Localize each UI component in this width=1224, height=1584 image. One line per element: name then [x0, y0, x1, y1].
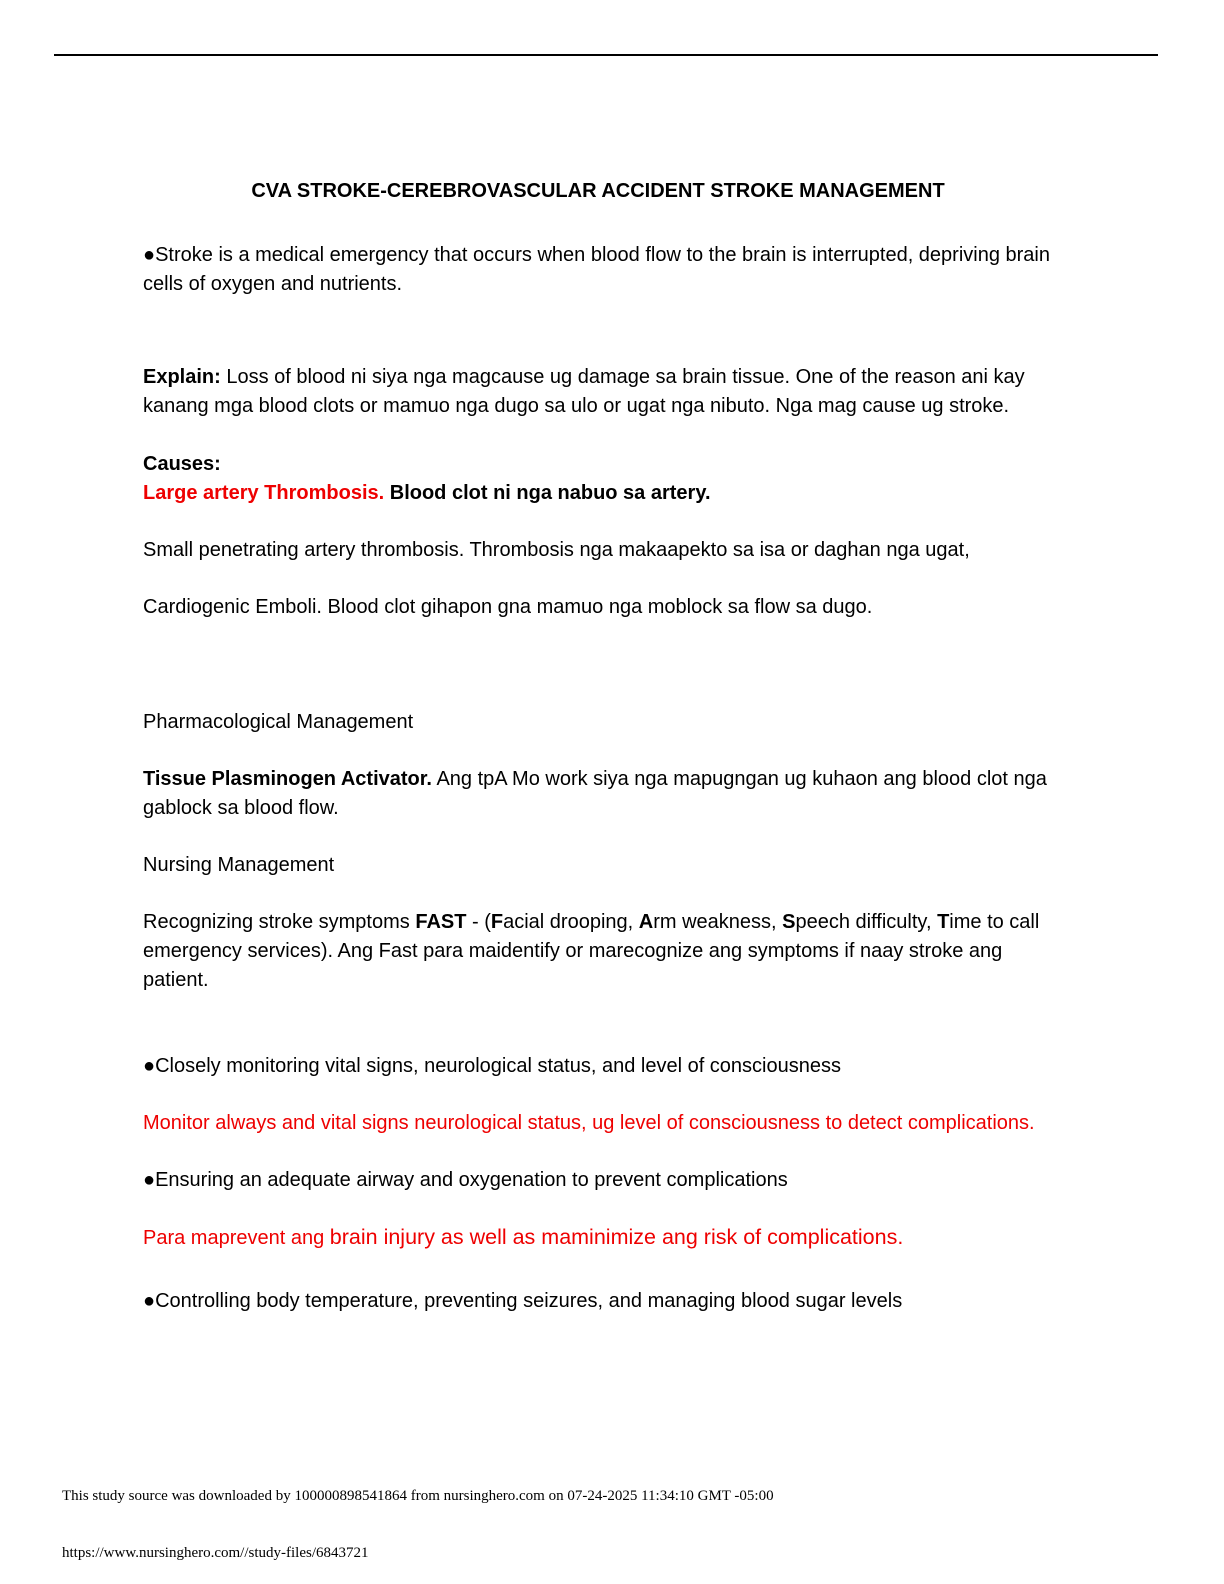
- document-body: [143, 175, 1073, 1316]
- fast-letter-s: S: [782, 911, 796, 933]
- intro-paragraph: ●Stroke is a medical emergency that occurs when blood flow to the brain is interrupted, depriving brain cells of oxygen and nutrients.: [143, 244, 1050, 295]
- cause-small-artery: Small penetrating artery thrombosis. Thrombosis nga makaapekto sa isa or daghan nga ugat,: [143, 539, 970, 561]
- page-title: CVA STROKE-CEREBROVASCULAR ACCIDENT STROKE MANAGEMENT: [251, 180, 945, 202]
- download-footer: This study source was downloaded by 100000898541864 from nursinghero.com on 07-24-2025 11:34:10 GMT -05:00: [62, 1488, 774, 1504]
- fast-text-4: rm weakness,: [653, 911, 783, 933]
- tpa-paragraph: [143, 765, 1073, 823]
- fast-text-1: Recognizing stroke symptoms: [143, 911, 416, 933]
- tpa-text: Ang tpA Mo work siya nga mapugngan ug kuhaon ang blood clot nga gablock sa blood flow.: [143, 768, 1047, 819]
- bullet-temperature: ●Controlling body temperature, preventing seizures, and managing blood sugar levels: [143, 1290, 903, 1312]
- causes-heading: Causes:: [143, 453, 221, 475]
- tpa-label: Tissue Plasminogen Activator.: [143, 768, 432, 790]
- fast-text-5: peech difficulty,: [795, 911, 938, 933]
- fast-letter-t: T: [937, 911, 950, 933]
- note-monitoring: Monitor always and vital signs neurological status, ug level of consciousness to detect complications.: [143, 1112, 1035, 1134]
- explain-paragraph: [143, 363, 1073, 421]
- bullet-monitoring: ●Closely monitoring vital signs, neurological status, and level of consciousness: [143, 1055, 841, 1077]
- fast-text-3: acial drooping,: [503, 911, 639, 933]
- pharma-heading: Pharmacological Management: [143, 711, 414, 733]
- note-airway-text-2: brain injury as well as maminimize ang risk of complications.: [329, 1225, 904, 1249]
- fast-paragraph: [143, 908, 1073, 995]
- note-airway-text-1: Para maprevent ang: [143, 1227, 330, 1249]
- note-airway: [143, 1223, 1073, 1253]
- fast-letter-a: A: [638, 911, 654, 933]
- fast-text-2: - (: [466, 911, 491, 933]
- bullet-airway: ●Ensuring an adequate airway and oxygenation to prevent complications: [143, 1169, 788, 1191]
- top-rule: [54, 54, 1158, 56]
- cause-large-artery: [143, 479, 1073, 508]
- nursing-heading: Nursing Management: [143, 854, 335, 876]
- cause-large-artery-label: Large artery Thrombosis.: [143, 482, 385, 504]
- fast-text-6: ime to call emergency services). Ang Fast para maidentify or marecognize ang symptoms if naay stroke ang patient.: [143, 911, 1040, 991]
- source-url[interactable]: https://www.nursinghero.com//study-files/6843721: [62, 1545, 369, 1561]
- cause-cardiogenic: Cardiogenic Emboli. Blood clot gihapon gna mamuo nga moblock sa flow sa dugo.: [143, 596, 873, 618]
- fast-letter-f: F: [490, 911, 504, 933]
- cause-large-artery-text: Blood clot ni nga nabuo sa artery.: [384, 482, 711, 504]
- explain-text: Loss of blood ni siya nga magcause ug damage sa brain tissue. One of the reason ani kay kanang mga blood clots or mamuo nga dugo sa ulo or ugat nga nibuto. Nga mag cause ug stroke.: [143, 366, 1025, 417]
- fast-acronym: FAST: [415, 911, 467, 933]
- explain-label: Explain:: [143, 366, 221, 388]
